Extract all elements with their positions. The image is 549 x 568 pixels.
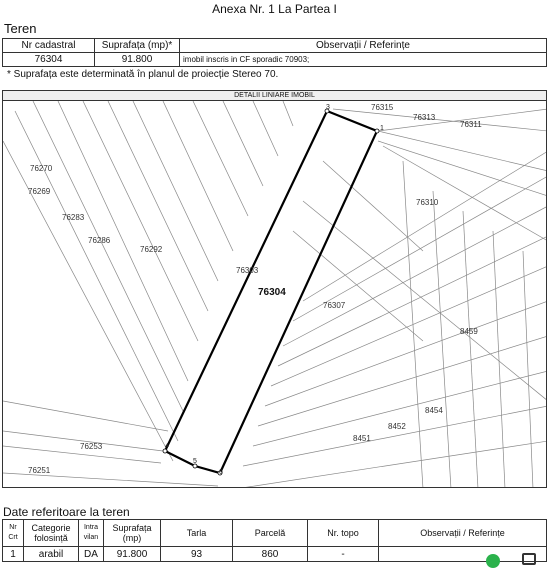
vertex-label: 6	[219, 469, 223, 476]
whatsapp-icon[interactable]	[486, 554, 500, 568]
parcel-label: 76286	[88, 236, 111, 245]
projection-note: * Suprafața este determinată în planul de proiecție Stereo 70.	[7, 69, 279, 80]
cell-suprafata: 91.800	[104, 547, 161, 562]
header-tarla: Tarla	[161, 520, 233, 547]
plan-title: DETALII LINIARE IMOBIL	[2, 90, 547, 100]
save-icon[interactable]	[522, 553, 536, 565]
parcel-label: 76310	[416, 198, 439, 207]
cell-nr-cadastral: 76304	[3, 53, 95, 67]
cell-categorie: arabil	[24, 547, 79, 562]
parcel-label: 76270	[30, 164, 53, 173]
header-nr-crt: Nr Crt	[3, 520, 24, 547]
header-intravilan: Intra vilan	[79, 520, 104, 547]
plan-drawing	[3, 101, 547, 488]
cell-parcela: 860	[233, 547, 308, 562]
parcel-label: 76269	[28, 187, 51, 196]
teren-table	[2, 38, 547, 67]
cell-observatii: imobil inscris in CF sporadic 70903;	[180, 53, 547, 67]
header-observatii: Observații / Referințe	[379, 520, 547, 547]
cell-suprafata: 91.800	[95, 53, 180, 67]
parcel-label: 76251	[28, 466, 51, 475]
parcel-label: 76253	[80, 442, 103, 451]
cell-nr-crt: 1	[3, 547, 24, 562]
cell-intravilan: DA	[79, 547, 104, 562]
vertex-label: 4	[165, 443, 169, 450]
parcel-label: 76292	[140, 245, 163, 254]
parcel-label: 8454	[425, 406, 443, 415]
date-ref-title: Date referitoare la teren	[3, 505, 130, 519]
header-nr-topo: Nr. topo	[308, 520, 379, 547]
parcel-label: 8451	[353, 434, 371, 443]
parcel-label: 8459	[460, 327, 478, 336]
vertex-label: 1	[380, 125, 384, 132]
header-nr-cadastral: Nr cadastral	[3, 39, 95, 53]
date-ref-table	[2, 519, 547, 562]
parcel-label: 76313	[413, 113, 436, 122]
header-parcela: Parcelă	[233, 520, 308, 547]
parcel-label: 76307	[323, 301, 346, 310]
parcel-label: 76303	[236, 266, 259, 275]
parcel-label: 76283	[62, 213, 85, 222]
header-categorie: Categorie folosință	[24, 520, 79, 547]
vertex-label: 3	[326, 104, 330, 111]
annex-title: Anexa Nr. 1 La Partea I	[212, 2, 337, 16]
header-suprafata: Suprafața (mp)*	[95, 39, 180, 53]
cell-tarla: 93	[161, 547, 233, 562]
parcel-label: 76311	[460, 120, 482, 129]
parcel-label: 8452	[388, 422, 406, 431]
section-title-teren: Teren	[4, 21, 37, 36]
header-observatii: Observații / Referințe	[180, 39, 547, 53]
vertex-label: 5	[193, 458, 197, 465]
parcel-label: 76315	[371, 103, 394, 112]
header-suprafata: Suprafața (mp)	[104, 520, 161, 547]
cell-nr-topo: -	[308, 547, 379, 562]
cadastral-plan	[2, 100, 547, 488]
main-parcel-label: 76304	[258, 287, 286, 298]
